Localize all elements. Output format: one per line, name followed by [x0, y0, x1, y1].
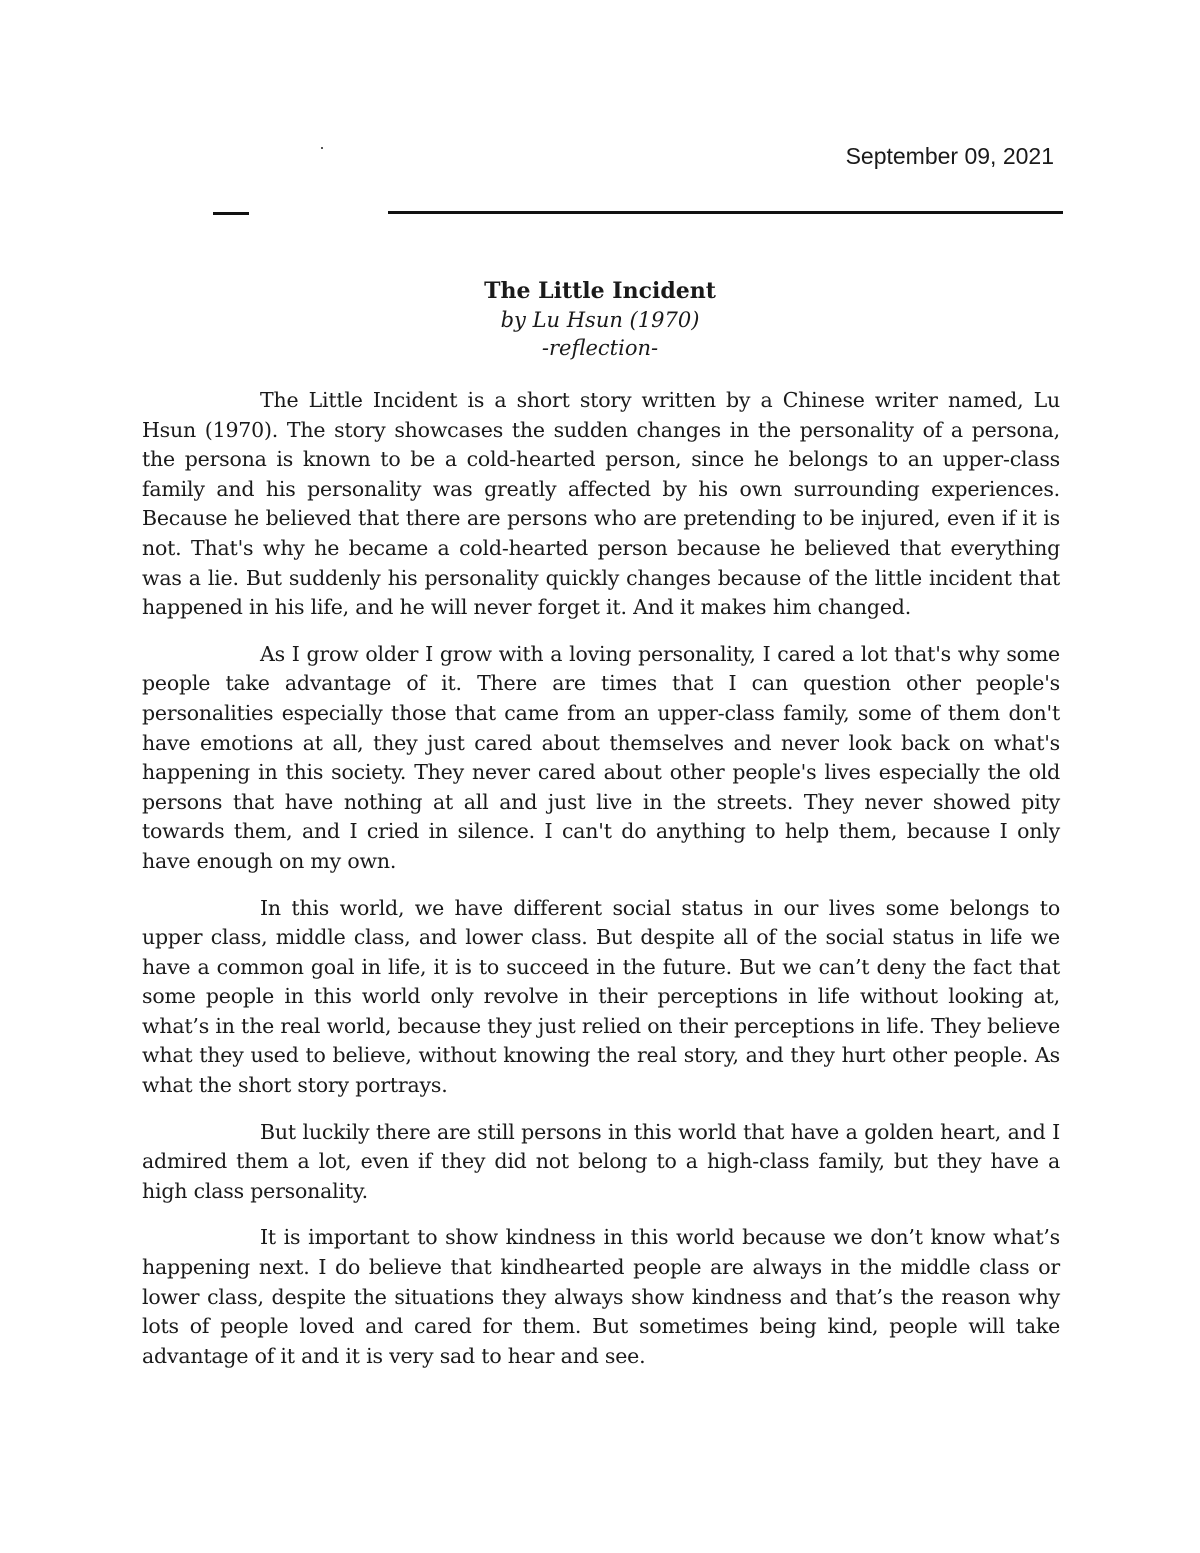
document-date: September 09, 2021: [845, 143, 1054, 169]
paragraph-5: It is important to show kindness in this world because we don’t know what’s happening next. I do believe that kindhearted people are always in the middle class or lower class, despite the situations they always show kindness and that’s the reason why lots of people loved and cared for them. But sometimes being kind, people will take advantage of it and it is very sad to hear and see.: [142, 1225, 1060, 1368]
paragraph-2: As I grow older I grow with a loving personality, I cared a lot that's why some people take advantage of it. There are times that I can question other people's personalities especially those that came from an upper-class family, some of them don't have emotions at all, they just cared about themselves and never look back on what's happening in this society. They never cared about other people's lives especially the old persons that have nothing at all and just live in the streets. They never showed pity towards them, and I cried in silence. I can't do anything to help them, because I only have enough on my own.: [142, 641, 1060, 873]
stray-mark: [321, 147, 323, 149]
paragraph-4: But luckily there are still persons in this world that have a golden heart, and I admired them a lot, even if they did not belong to a high-class family, but they have a high class personality.: [142, 1119, 1060, 1203]
document-byline: by Lu Hsun (1970): [500, 308, 700, 332]
paragraph-1: The Little Incident is a short story written by a Chinese writer named, Lu Hsun (1970). The story showcases the sudden changes in the personality of a persona, the persona is known to be a cold-hearted person, since he belongs to an upper-class family and his personality was greatly affected by his own surrounding experiences. Because he believed that there are persons who are pretending to be injured, even if it is not. That's why he became a cold-hearted person because he believed that everything was a lie. But suddenly his personality quickly changes because of the little incident that happened in his life, and he will never forget it. And it makes him changed.: [142, 388, 1060, 620]
header-rule-short: [213, 212, 249, 215]
document-subtitle: -reflection-: [541, 336, 659, 360]
paragraph-3: In this world, we have different social status in our lives some belongs to upper class, middle class, and lower class. But despite all of the social status in life we have a common goal in life, it is to succeed in the future. But we can’t deny the fact that some people in this world only revolve in their perceptions in life without looking at, what’s in the real world, because they just relied on their perceptions in life. They believe what they used to believe, without knowing the real story, and they hurt other people. As what the short story portrays.: [142, 895, 1060, 1098]
header-rule: [388, 211, 1063, 214]
title-block: [0, 277, 1200, 362]
document-title: The Little Incident: [484, 278, 716, 304]
body-text: [142, 386, 1060, 1388]
